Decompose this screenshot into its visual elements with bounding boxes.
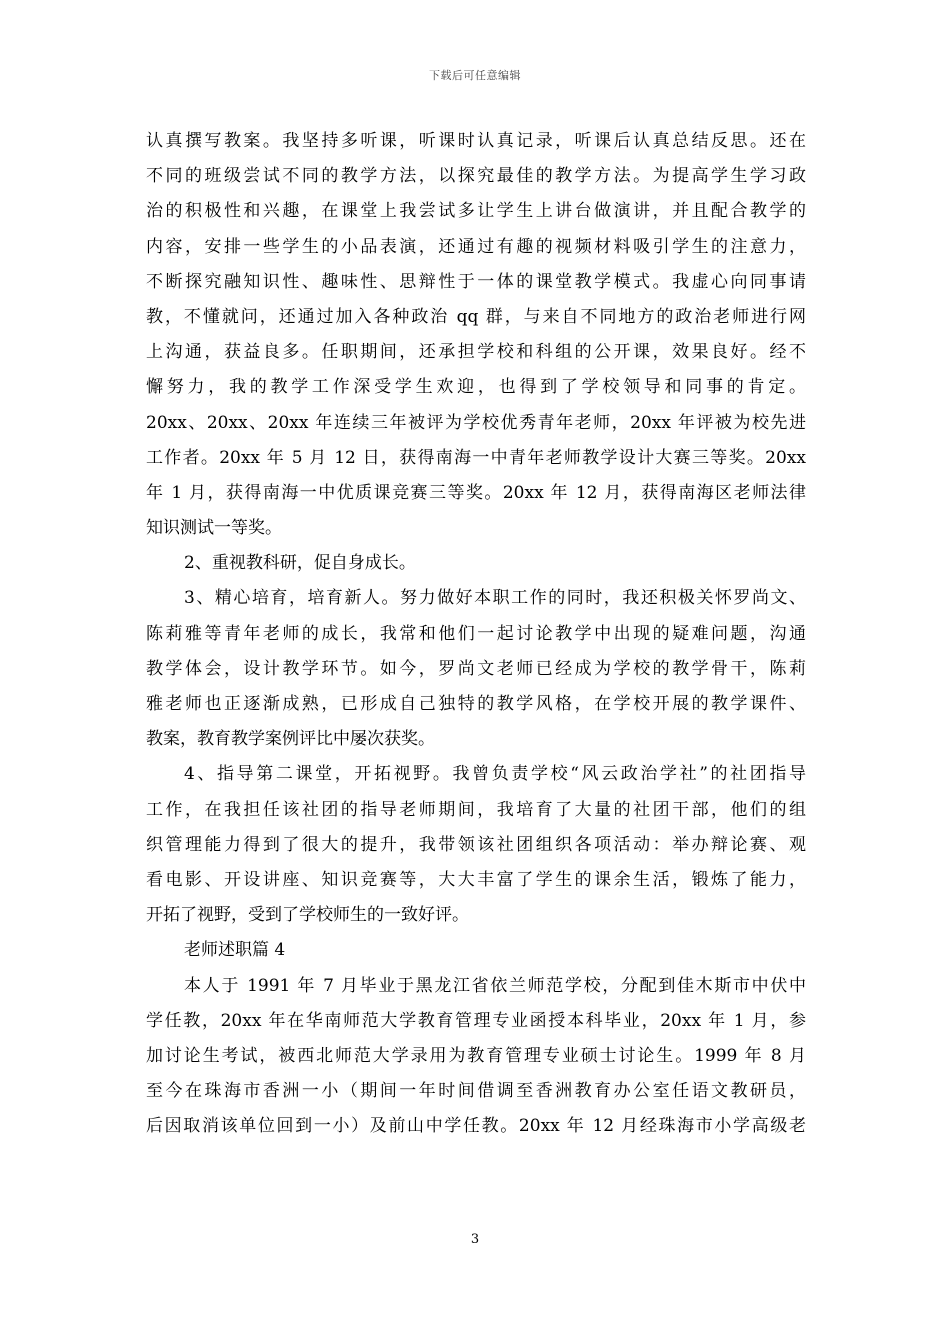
text-line: 后因取消该单位回到一小）及前山中学任教。20xx 年 12 月经珠海市小学高级老 <box>146 1116 806 1137</box>
text-line: 认真撰写教案。我坚持多听课，听课时认真记录，听课后认真总结反思。还在 <box>146 131 806 151</box>
text-line: 懈努力，我的教学工作深受学生欢迎，也得到了学校领导和同事的肯定。 <box>146 377 806 398</box>
text-line: 2、重视教科研，促自身成长。 <box>184 553 416 574</box>
text-line: 教，不懂就问，还通过加入各种政治 qq 群，与来自不同地方的政治老师进行网 <box>146 306 806 327</box>
section-heading: 老师述职篇 4 <box>184 940 286 961</box>
text-line: 雅老师也正逐渐成熟，已形成自己独特的教学风格，在学校开展的教学课件、 <box>146 694 806 714</box>
text-line: 工作，在我担任该社团的指导老师期间，我培育了大量的社团干部，他们的组 <box>146 799 806 820</box>
text-line: 教案，教育教学案例评比中屡次获奖。 <box>146 729 435 750</box>
text-line: 教学体会，设计教学环节。如今，罗尚文老师已经成为学校的教学骨干，陈莉 <box>146 658 806 679</box>
text-line: 陈莉雅等青年老师的成长，我常和他们一起讨论教学中出现的疑难问题，沟通 <box>146 623 806 644</box>
page-header: 下载后可任意编辑 <box>429 69 521 82</box>
text-line: 治的积极性和兴趣，在课堂上我尝试多让学生上讲台做演讲，并且配合教学的 <box>146 201 806 222</box>
text-line: 开拓了视野，受到了学校师生的一致好评。 <box>146 905 469 926</box>
text-line: 不断探究融知识性、趣味性、思辩性于一体的课堂教学模式。我虚心向同事请 <box>146 271 806 292</box>
text-line: 4、指导第二课堂，开拓视野。我曾负责学校“风云政治学社”的社团指导 <box>184 764 806 785</box>
text-line: 至今在珠海市香洲一小（期间一年时间借调至香洲教育办公室任语文教研员， <box>146 1081 806 1102</box>
text-line: 工作者。20xx 年 5 月 12 日，获得南海一中青年老师教学设计大赛三等奖。20xx <box>146 447 806 468</box>
text-line: 看电影、开设讲座、知识竞赛等，大大丰富了学生的课余生活，锻炼了能力， <box>146 869 806 890</box>
text-line: 加讨论生考试，被西北师范大学录用为教育管理专业硕士讨论生。1999 年 8 月 <box>146 1045 806 1066</box>
text-line: 知识测试一等奖。 <box>146 518 282 539</box>
text-line: 不同的班级尝试不同的教学方法，以探究最佳的教学方法。为提高学生学习政 <box>146 166 806 187</box>
text-line: 本人于 1991 年 7 月毕业于黑龙江省依兰师范学校，分配到佳木斯市中伏中 <box>184 975 806 996</box>
text-line: 学任教，20xx 年在华南师范大学教育管理专业函授本科毕业，20xx 年 1 月，参 <box>146 1010 806 1031</box>
text-line: 上沟通，获益良多。任职期间，还承担学校和科组的公开课，效果良好。经不 <box>146 342 806 363</box>
text-line: 3、精心培育，培育新人。努力做好本职工作的同时，我还积极关怀罗尚文、 <box>184 588 806 609</box>
body-text <box>146 124 806 1144</box>
text-line: 20xx、20xx、20xx 年连续三年被评为学校优秀青年老师，20xx 年评被为校先进 <box>146 412 806 433</box>
text-line: 内容，安排一些学生的小品表演，还通过有趣的视频材料吸引学生的注意力， <box>146 236 806 257</box>
page-number: 3 <box>470 1232 480 1247</box>
text-line: 织管理能力得到了很大的提升，我带领该社团组织各项活动：举办辩论赛、观 <box>146 834 806 855</box>
text-line: 年 1 月，获得南海一中优质课竞赛三等奖。20xx 年 12 月，获得南海区老师法律 <box>146 482 806 503</box>
